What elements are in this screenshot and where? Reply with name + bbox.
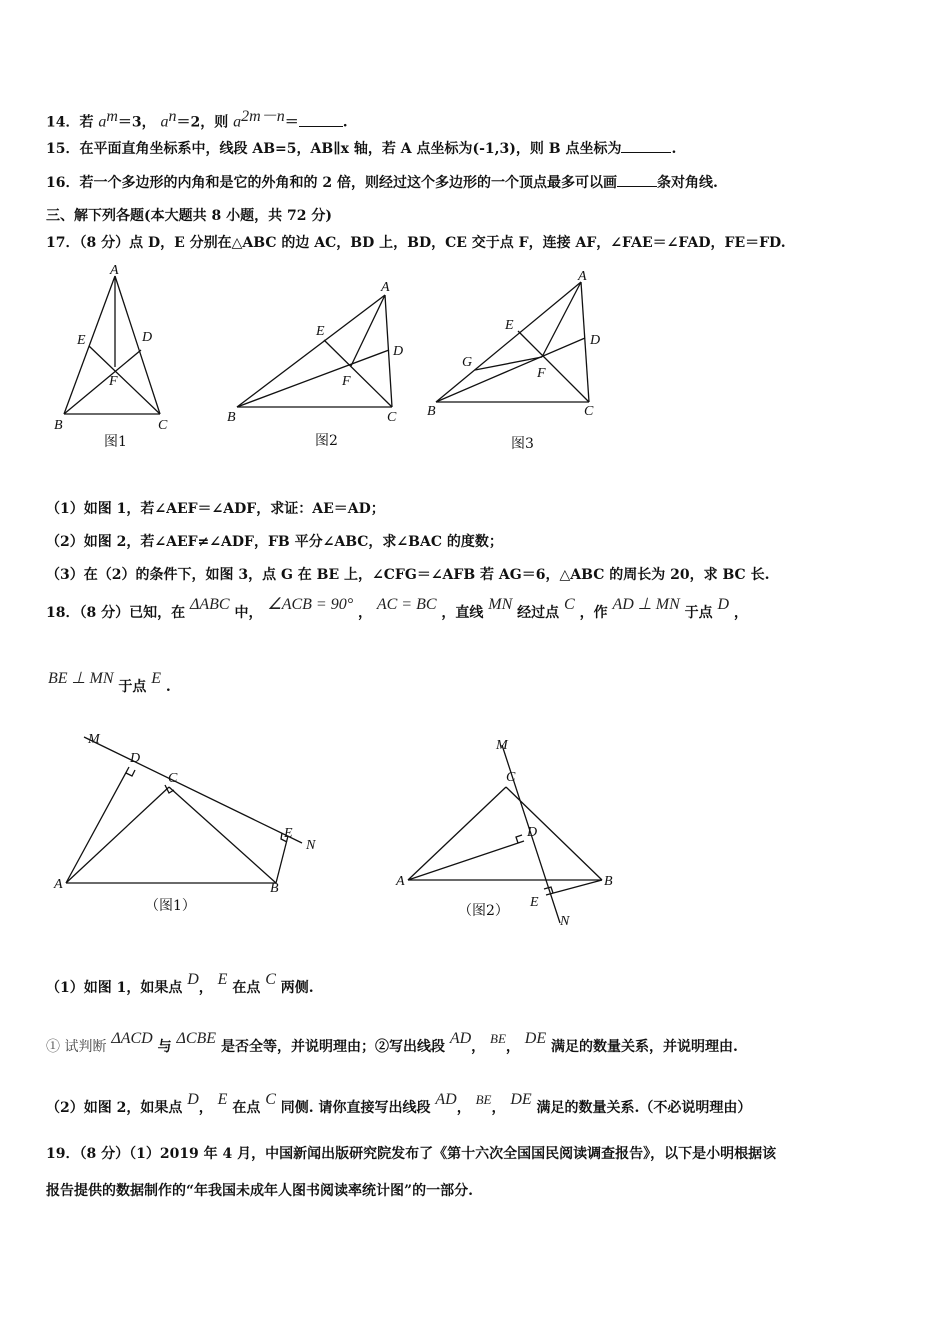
q14-number: 14． xyxy=(46,114,80,131)
q18-point-c: C xyxy=(564,596,575,613)
q18f2-label-b: B xyxy=(604,874,613,889)
q18-text-zhong: 中， xyxy=(234,605,263,621)
q14-n-exp: n xyxy=(168,108,177,125)
q14-2mn-exp: 2m－n xyxy=(241,108,285,125)
fig1-label-a: A xyxy=(110,263,119,278)
fig1-label-e: E xyxy=(77,333,86,348)
q18-text-end: ， xyxy=(733,605,748,621)
q18f1-label-d: D xyxy=(130,751,141,766)
q18-p1i-comma-2: ， xyxy=(505,1039,520,1055)
fig3-label-e: E xyxy=(505,318,514,333)
fig3-edge-af xyxy=(542,282,581,357)
q18f2-label-c: C xyxy=(506,770,516,785)
q18-p1i-text-c: 满足的数量关系，并说明理由. xyxy=(551,1039,738,1055)
q18-p2-comma-1: ， xyxy=(456,1100,471,1116)
q18-p1i-text-a: ① 试判断 xyxy=(46,1039,107,1055)
q18-p2-seg-de: DE xyxy=(510,1091,532,1108)
q19-line-1 xyxy=(46,1143,776,1163)
q18-triangle-cbe: ΔCBE xyxy=(176,1030,217,1047)
fig3-edge-ac xyxy=(581,282,589,402)
q17-figure-1 xyxy=(50,262,185,452)
fig3-edge-gf xyxy=(475,357,542,370)
q18-point-e: E xyxy=(151,670,162,687)
q14-eq-blank: ＝ xyxy=(284,114,299,131)
fig3-label-c: C xyxy=(584,404,594,419)
q18-figure-2 xyxy=(390,733,630,933)
fig1-label-b: B xyxy=(54,418,63,433)
q18f2-edge-ac xyxy=(408,787,506,880)
q18-part-2-text-c: 同侧. 请你直接写出线段 xyxy=(280,1100,431,1116)
q18f2-edge-cb xyxy=(506,787,602,880)
q18f1-label-b: B xyxy=(270,881,279,896)
q18-p2-comma-2: ， xyxy=(491,1100,506,1116)
q19-line-2 xyxy=(46,1180,473,1200)
q19-line-2-text: 报告提供的数据制作的“年我国未成年人图书阅读率统计图”的一部分. xyxy=(46,1183,473,1199)
q18-part-2 xyxy=(46,1091,752,1117)
fig2-edge-af xyxy=(351,295,385,366)
q14-a: a xyxy=(98,113,107,131)
q18-p1i-text-b: 是否全等，并说明理由；②写出线段 xyxy=(220,1039,445,1055)
q15-end: . xyxy=(671,141,677,157)
q16-answer-blank[interactable] xyxy=(617,174,657,187)
q18f2-label-a: A xyxy=(396,874,405,889)
q18-p2-comma: ， xyxy=(198,1100,213,1116)
fig1-label-f: F xyxy=(109,374,118,389)
q14-eq2: ＝2，则 xyxy=(176,114,229,131)
q18-stem-line-1 xyxy=(46,596,748,622)
q15-text: 15．在平面直角坐标系中，线段 AB=5，AB∥x 轴，若 A 点坐标为(-1,3)，则 B 点坐标为 xyxy=(46,141,622,157)
q17-stem-text: 17．（8 分）点 D，E 分别在△ABC 的边 AC，BD 上，BD，CE 交于点 F，连接 AF，∠FAE＝∠FAD，FE＝FD. xyxy=(46,235,786,251)
q18f2-label-m: M xyxy=(496,738,508,753)
q18f2-label-d: D xyxy=(527,825,538,840)
section-3-title-text: 三、解下列各题(本大题共 8 小题，共 72 分) xyxy=(46,208,332,224)
q18-text-line: ，直线 xyxy=(441,605,484,621)
fig1-label-d: D xyxy=(142,330,153,345)
q17-figure-2 xyxy=(225,275,415,455)
fig2-label-a: A xyxy=(381,280,390,295)
q18-ac-eq-bc: AC = BC xyxy=(376,596,437,613)
q18-part-2-text-b: 在点 xyxy=(232,1100,261,1116)
q14-text: 若 xyxy=(79,114,94,131)
q15-line xyxy=(46,138,676,158)
q18-p1-point-e: E xyxy=(217,971,228,988)
q14-m-exp: m xyxy=(106,108,118,125)
fig2-label-c: C xyxy=(387,410,397,425)
q18-p2-seg-be: BE xyxy=(475,1092,492,1107)
q18f1-edge-cb xyxy=(169,787,276,883)
q18f1-label-n: N xyxy=(306,838,316,853)
q18-part-1 xyxy=(46,971,314,997)
q18f1-edge-be xyxy=(276,836,288,883)
q18-p1i-comma-1: ， xyxy=(471,1039,486,1055)
q18-p2-seg-ad: AD xyxy=(435,1091,457,1108)
q18-stem-line-2 xyxy=(48,670,171,696)
q18-period: . xyxy=(165,679,171,695)
q18f2-right-angle-e xyxy=(544,887,553,893)
fig2-edge-ab xyxy=(237,295,385,407)
q18-p2-point-e: E xyxy=(217,1091,228,1108)
q18f1-right-angle-c xyxy=(165,785,174,793)
q16-text: 16．若一个多边形的内角和是它的外角和的 2 倍，则经过这个多边形的一个顶点最多可以画 xyxy=(46,175,617,191)
q18-p2-point-d: D xyxy=(187,1091,199,1108)
q18-line-mn: MN xyxy=(488,596,513,613)
q18f1-label-c: C xyxy=(168,771,178,786)
q18f2-edge-ad xyxy=(408,841,524,880)
fig3-label-a: A xyxy=(578,269,587,284)
fig2-label-f: F xyxy=(342,374,351,389)
q18-triangle-abc: ΔABC xyxy=(189,596,230,613)
q18-comma: ， xyxy=(357,605,372,621)
fig2-label-b: B xyxy=(227,410,236,425)
q17-part-3 xyxy=(46,564,769,584)
q17-figure-3 xyxy=(425,270,615,455)
q18-part-1-sub xyxy=(46,1030,738,1056)
fig1-caption: 图1 xyxy=(104,434,127,450)
q18-be-perp-mn: BE ⊥ MN xyxy=(48,670,114,687)
fig3-label-b: B xyxy=(427,404,436,419)
fig2-edge-bd xyxy=(237,350,389,407)
q14-answer-blank[interactable] xyxy=(299,114,343,127)
fig3-label-f: F xyxy=(537,366,546,381)
q18-p1-seg-de: DE xyxy=(524,1030,547,1047)
q17-part-3-text: （3）在（2）的条件下，如图 3，点 G 在 BE 上，∠CFG＝∠AFB 若 AG＝6，△ABC 的周长为 20，求 BC 长. xyxy=(46,567,770,583)
q18f1-edge-ac xyxy=(66,787,169,883)
q18-p1-point-d: D xyxy=(187,971,199,988)
q15-answer-blank[interactable] xyxy=(621,140,671,153)
q18-part-1-text-c: 两侧. xyxy=(280,980,314,996)
q18f1-label-a: A xyxy=(54,877,63,892)
q18-number: 18．（8 分）已知，在 xyxy=(46,605,186,621)
q18f1-label-m: M xyxy=(88,732,100,747)
fig2-label-d: D xyxy=(393,344,404,359)
q18f1-caption: （图1） xyxy=(145,898,196,914)
q18f2-edge-be xyxy=(546,880,602,895)
q18-p1-comma: ， xyxy=(198,980,213,996)
fig3-edge-bd xyxy=(436,338,585,402)
q18f1-edge-ad xyxy=(66,767,129,883)
q18-p2-point-c: C xyxy=(265,1091,276,1108)
fig3-label-d: D xyxy=(590,333,601,348)
q16-end: 条对角线. xyxy=(656,175,718,191)
q18-part-2-text-d: 满足的数量关系.（不必说明理由） xyxy=(536,1100,752,1116)
q18-p1-point-c: C xyxy=(265,971,276,988)
fig2-caption: 图2 xyxy=(315,433,338,449)
q18-p1i-yu: 与 xyxy=(157,1039,172,1055)
q14-eq3: ＝3， xyxy=(117,114,156,131)
q18-text-foot-2: 于点 xyxy=(118,679,147,695)
q19-line-1-text: 19．（8 分）（1）2019 年 4 月，中国新闻出版研究院发布了《第十六次全国国民阅读调查报告》，以下是小明根据该 xyxy=(46,1146,777,1162)
q18f2-label-e: E xyxy=(530,895,539,910)
q18-part-1-text-b: 在点 xyxy=(232,980,261,996)
q18f1-label-e: E xyxy=(284,826,293,841)
fig1-label-c: C xyxy=(158,418,168,433)
q18-text-foot: 于点 xyxy=(684,605,713,621)
q17-stem xyxy=(46,232,786,252)
q14-a3: a xyxy=(233,113,242,131)
fig3-edge-ab xyxy=(436,282,581,402)
q18-figure-1 xyxy=(50,725,340,925)
fig2-label-e: E xyxy=(316,324,325,339)
q18-angle-acb: ∠ACB = 90° xyxy=(267,596,354,613)
q18-p1-seg-be: BE xyxy=(490,1031,506,1046)
q18f2-caption: （图2） xyxy=(458,903,509,919)
q17-part-2 xyxy=(46,531,503,551)
fig3-edge-ce xyxy=(518,331,589,402)
q18f2-label-n: N xyxy=(560,914,570,929)
q17-part-2-text: （2）如图 2，若∠AEF≠∠ADF，FB 平分∠ABC，求∠BAC 的度数； xyxy=(46,534,503,550)
q17-part-1-text: （1）如图 1，若∠AEF＝∠ADF，求证：AE＝AD； xyxy=(46,501,385,517)
q18-part-2-text-a: （2）如图 2，如果点 xyxy=(46,1100,183,1116)
fig3-label-g: G xyxy=(462,355,473,370)
q18-part-1-text-a: （1）如图 1，如果点 xyxy=(46,980,183,996)
q18-p1-seg-ad: AD xyxy=(449,1030,472,1047)
q14-line xyxy=(46,103,348,132)
q18-ad-perp-mn: AD ⊥ MN xyxy=(612,596,680,613)
q14-end: . xyxy=(342,114,348,131)
fig3-caption: 图3 xyxy=(511,436,534,452)
q14-a2: a xyxy=(160,113,169,131)
q17-part-1 xyxy=(46,498,385,518)
q18-triangle-acd: ΔACD xyxy=(111,1030,153,1047)
q18-text-make: ，作 xyxy=(579,605,608,621)
q18-text-pass: 经过点 xyxy=(517,605,560,621)
section-3-title xyxy=(46,205,332,225)
q18-point-d: D xyxy=(717,596,730,613)
q16-line xyxy=(46,172,718,192)
